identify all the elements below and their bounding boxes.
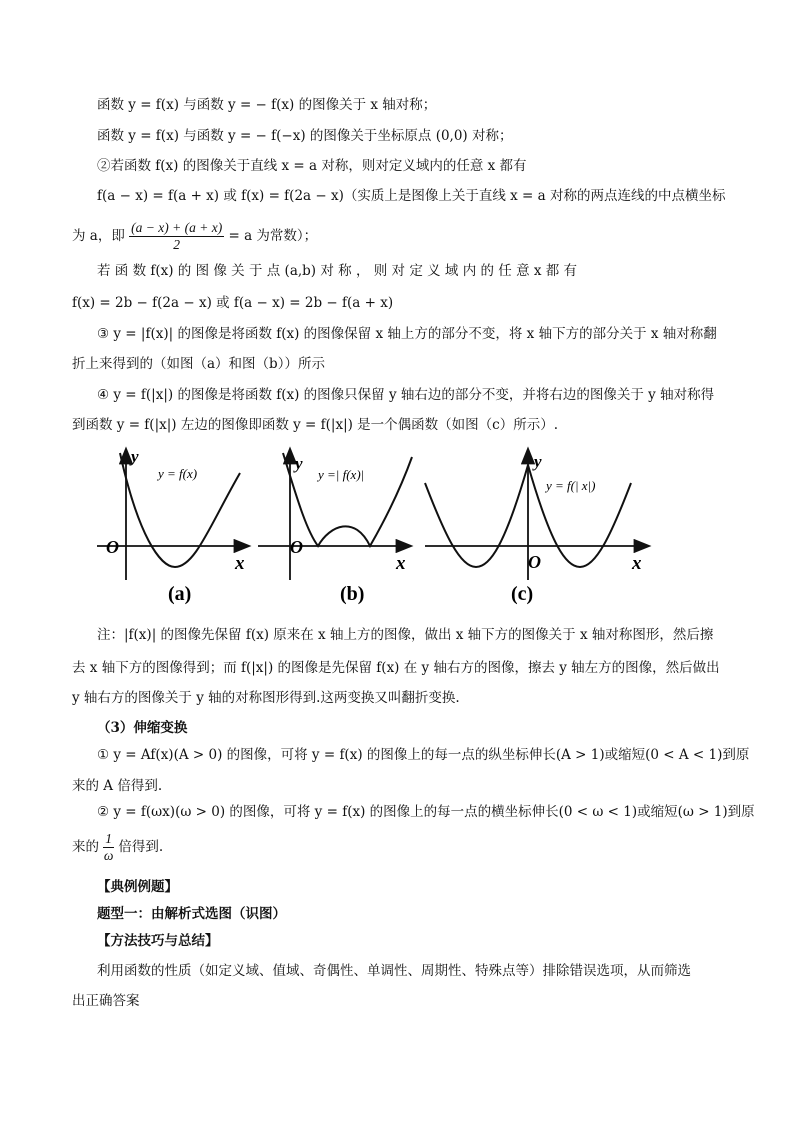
text-line-2: 函数 y = f(x) 与函数 y = − f(−x) 的图像关于坐标原点 (0,0) 对称； [97,128,513,144]
text-line-9: 折上来得到的（如图（a）和图（b））所示 [72,356,325,372]
graph-a-origin-label: O [106,537,119,557]
graph-c-y-label: y [534,452,542,471]
graph-c-origin-label: O [528,552,541,572]
method-line-2: 出正确答案 [72,993,140,1009]
text-line-8: ③ y = |f(x)| 的图像是将函数 f(x) 的图像保留 x 轴上方的部分不变，将 x 轴下方的部分关于 x 轴对称翻 [97,326,717,342]
problem-type-heading: 题型一：由解析式选图（识图） [97,906,286,922]
method-heading: 【方法技巧与总结】 [97,933,219,949]
text-line-7: f(x) = 2b − f(2a − x) 或 f(a − x) = 2b − f(a + x) [72,295,394,311]
graph-c-caption: (c) [511,583,534,605]
graph-a-y-label: y [131,447,139,466]
text-line-1: 函数 y = f(x) 与函数 y = − f(x) 的图像关于 x 轴对称； [97,97,437,113]
note-line-1: 注：|f(x)| 的图像先保留 f(x) 原来在 x 轴上方的图像，做出 x 轴下方的图像关于 x 轴对称图形，然后擦 [97,627,714,643]
scaling-line-4-end: 倍得到. [118,839,164,855]
fraction-denominator: 2 [173,237,181,252]
graph-c-curve-left [425,465,528,567]
text-line-4: f(a − x) = f(a + x) 或 f(x) = f(2a − x)（实质上是图像上关于直线 x = a 对称的两点连线的中点横坐标 [97,188,726,204]
graph-a-function-label: y = f(x) [158,466,198,481]
example-heading: 【典例例题】 [97,879,178,895]
function-graphs-figure [0,445,794,635]
method-line-1: 利用函数的性质（如定义域、值域、奇偶性、单调性、周期性、特殊点等）排除错误选项，从而筛选 [97,963,691,979]
graph-b [258,450,412,605]
fraction-numerator: (a − x) + (a + x) [131,220,223,235]
graph-c-function-label: y = f(| x|) [546,478,596,493]
scaling-line-1: ① y = Af(x)(A > 0) 的图像，可将 y = f(x) 的图像上的每一点的纵坐标伸长(A > 1)或缩短(0 < A < 1)到原 [97,747,750,763]
text-line-10: ④ y = f(|x|) 的图像是将函数 f(x) 的图像只保留 y 轴右边的部分不变，并将右边的图像关于 y 轴对称得 [97,387,715,403]
graph-b-function-label: y =| f(x)| [318,467,365,482]
text-line-11: 到函数 y = f(|x|) 左边的图像即函数 y = f(|x|) 是一个偶函数（如图（c）所示）. [72,417,559,433]
note-line-2: 去 x 轴下方的图像得到；而 f(|x|) 的图像是先保留 f(x) 在 y 轴右方的图像，擦去 y 轴左方的图像，然后做出 [72,660,720,676]
graph-c [425,450,648,605]
note-line-3: y 轴右方的图像关于 y 轴的对称图形得到.这两变换又叫翻折变换. [72,690,460,706]
fraction-one-over-omega [103,831,114,864]
fraction-denominator: ω [103,848,114,863]
scaling-line-4 [72,830,163,864]
graph-a [97,447,248,605]
text-line-5-start: 为 a，即 [72,228,125,244]
text-line-6: 若 函 数 f(x) 的 图 像 关 于 点 (a,b) 对 称 ， 则 对 定 义 域 内 的 任 意 x 都 有 [97,263,578,279]
graph-b-origin-label: O [290,537,303,557]
fraction-numerator: 1 [105,831,113,846]
graph-b-x-label: x [396,553,406,574]
text-line-3: ②若函数 f(x) 的图像关于直线 x = a 对称，则对定义域内的任意 x 都有 [97,158,527,174]
graph-b-y-label: y [295,454,303,473]
graph-a-caption: (a) [168,583,192,605]
scaling-line-3: ② y = f(ωx)(ω > 0) 的图像，可将 y = f(x) 的图像上的每一点的横坐标伸长(0 < ω < 1)或缩短(ω > 1)到原 [97,804,755,820]
graph-c-x-label: x [632,553,642,574]
section-heading-scaling: （3）伸缩变换 [97,720,188,736]
fraction-midpoint [129,220,224,253]
graph-b-caption: (b) [340,583,365,605]
text-line-5-end: = a 为常数）； [228,228,318,244]
text-line-5 [72,219,317,253]
scaling-line-4-start: 来的 [72,839,99,855]
scaling-line-2: 来的 A 倍得到. [72,778,163,794]
graph-a-x-label: x [235,553,245,574]
